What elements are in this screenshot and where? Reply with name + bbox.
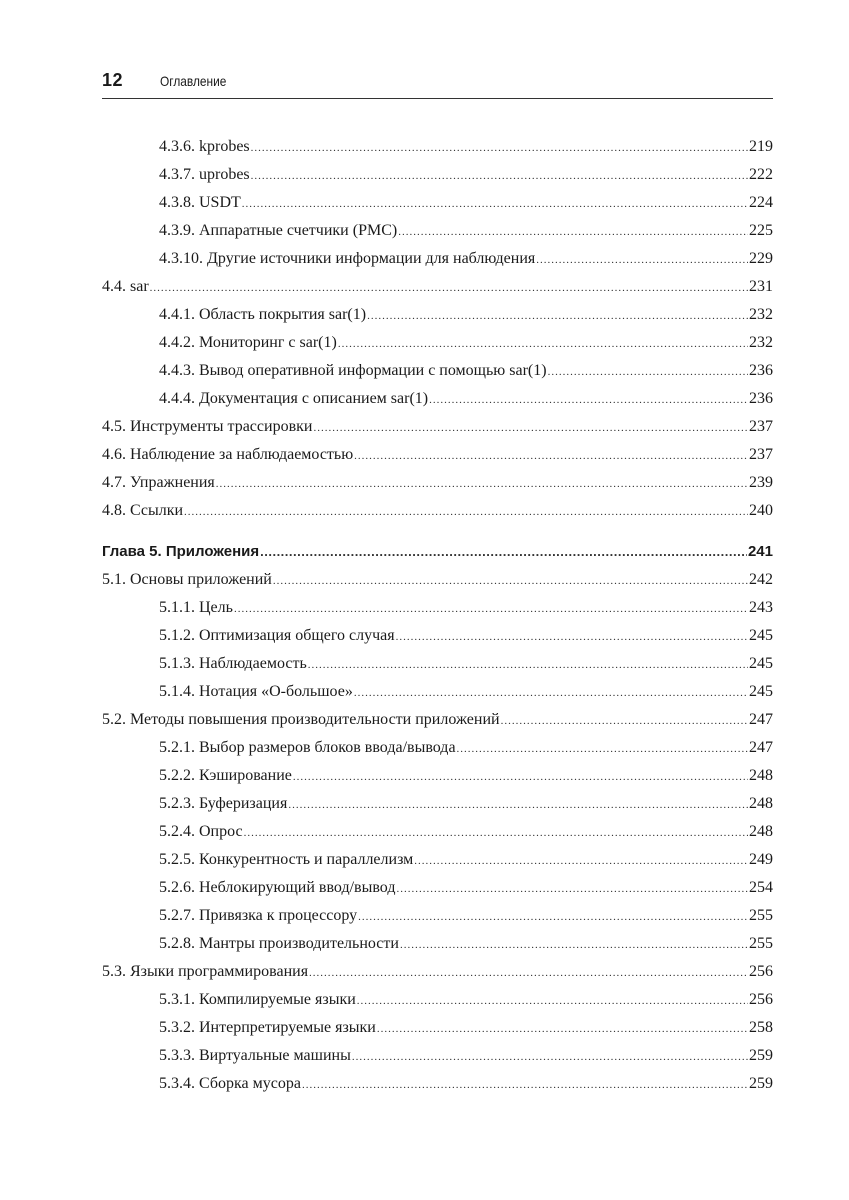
toc-entry[interactable]	[102, 217, 773, 245]
toc-entry-title: 5.1.1. Цель	[159, 599, 233, 616]
toc-entry-page: 224	[749, 194, 773, 211]
toc-entry-title: 5.3.4. Сборка мусора	[159, 1075, 301, 1092]
toc-entry-title: 4.3.9. Аппаратные счетчики (PMC)	[159, 222, 398, 239]
toc-leader-dots	[501, 707, 748, 735]
toc-leader-dots	[309, 959, 748, 987]
toc-entry[interactable]	[102, 329, 773, 357]
toc-entry[interactable]	[102, 958, 773, 986]
toc-entry-page: 256	[749, 991, 773, 1008]
toc-entry[interactable]	[102, 566, 773, 594]
toc-entry[interactable]	[102, 385, 773, 413]
toc-entry-title: 5.2.6. Неблокирующий ввод/вывод	[159, 879, 396, 896]
toc-entry-page: 237	[749, 418, 773, 435]
toc-leader-dots	[184, 498, 748, 526]
toc-leader-dots	[398, 218, 748, 246]
toc-leader-dots	[251, 134, 748, 162]
toc-entry-title: 5.3.1. Компилируемые языки	[159, 991, 356, 1008]
toc-leader-dots	[396, 623, 748, 651]
toc-entry-title: 4.3.8. USDT	[159, 194, 241, 211]
toc-entry[interactable]	[102, 301, 773, 329]
toc-entry[interactable]	[102, 734, 773, 762]
toc-entry-page: 229	[749, 250, 773, 267]
toc-entry-page: 245	[749, 627, 773, 644]
toc-leader-dots	[288, 791, 748, 819]
toc-leader-dots	[313, 414, 748, 442]
toc-entry-page: 236	[749, 362, 773, 379]
toc-entry[interactable]	[102, 594, 773, 622]
toc-entry-page: 259	[749, 1047, 773, 1064]
toc-entry-page: 256	[749, 963, 773, 980]
toc-leader-dots	[216, 470, 748, 498]
toc-entry-title: Глава 5. Приложения	[102, 543, 260, 560]
toc-entry[interactable]	[102, 874, 773, 902]
toc-leader-dots	[234, 595, 748, 623]
toc-entry-title: 5.1.4. Нотация «О-большое»	[159, 683, 353, 700]
toc-entry[interactable]	[102, 1042, 773, 1070]
running-title: Оглавление	[160, 73, 227, 89]
toc-leader-dots	[457, 735, 748, 763]
toc-entry-title: 5.2.8. Мантры производительности	[159, 935, 399, 952]
toc-entry-page: 247	[749, 711, 773, 728]
toc-leader-dots	[273, 567, 748, 595]
toc-entry[interactable]	[102, 413, 773, 441]
toc-entry-page: 236	[749, 390, 773, 407]
toc-entry[interactable]	[102, 1070, 773, 1098]
toc-entry-page: 248	[749, 795, 773, 812]
toc-entry[interactable]	[102, 441, 773, 469]
table-of-contents	[102, 133, 773, 1098]
toc-entry[interactable]	[102, 762, 773, 790]
toc-leader-dots	[377, 1015, 748, 1043]
toc-entry-title: 5.2.1. Выбор размеров блоков ввода/вывода	[159, 739, 456, 756]
toc-entry-title: 4.3.10. Другие источники информации для наблюдения	[159, 250, 536, 267]
toc-entry-page: 255	[749, 935, 773, 952]
toc-entry-title: 4.7. Упражнения	[102, 474, 215, 491]
toc-entry[interactable]	[102, 930, 773, 958]
toc-entry-title: 4.3.6. kprobes	[159, 138, 250, 155]
toc-entry[interactable]	[102, 986, 773, 1014]
toc-entry-page: 245	[749, 655, 773, 672]
toc-entry-title: 4.8. Ссылки	[102, 502, 184, 519]
toc-leader-dots	[242, 190, 748, 218]
toc-entry-title: 5.3.3. Виртуальные машины	[159, 1047, 351, 1064]
toc-leader-dots	[354, 442, 748, 470]
toc-leader-dots	[367, 302, 748, 330]
toc-entry-title: 4.4.3. Вывод оперативной информации с помощью sar(1)	[159, 362, 547, 379]
toc-entry-title: 5.2. Методы повышения производительности приложений	[102, 711, 500, 728]
toc-leader-dots	[548, 358, 748, 386]
toc-leader-dots	[358, 903, 748, 931]
toc-entry[interactable]	[102, 133, 773, 161]
toc-entry-page: 225	[749, 222, 773, 239]
toc-entry-title: 5.2.4. Опрос	[159, 823, 243, 840]
toc-entry-page: 222	[749, 166, 773, 183]
toc-leader-dots	[396, 875, 748, 903]
toc-entry[interactable]	[102, 497, 773, 525]
toc-entry-page: 231	[749, 278, 773, 295]
toc-entry-page: 242	[749, 571, 773, 588]
toc-entry[interactable]	[102, 273, 773, 301]
toc-entry[interactable]	[102, 818, 773, 846]
toc-entry-page: 237	[749, 446, 773, 463]
toc-entry-title: 5.2.7. Привязка к процессору	[159, 907, 358, 924]
toc-entry-page: 239	[749, 474, 773, 491]
toc-entry-title: 5.2.3. Буферизация	[159, 795, 288, 812]
toc-entry[interactable]	[102, 678, 773, 706]
toc-entry-page: 255	[749, 907, 773, 924]
toc-entry-page: 254	[749, 879, 773, 896]
toc-leader-dots	[352, 1043, 748, 1071]
toc-leader-dots	[429, 386, 748, 414]
toc-leader-dots	[338, 330, 748, 358]
toc-leader-dots	[400, 931, 748, 959]
toc-entry-title: 5.2.2. Кэширование	[159, 767, 292, 784]
toc-leader-dots	[251, 162, 748, 190]
page-number: 12	[102, 70, 124, 90]
toc-entry[interactable]	[102, 1014, 773, 1042]
toc-leader-dots	[150, 274, 748, 302]
toc-leader-dots	[536, 246, 748, 274]
toc-entry-title: 4.4. sar	[102, 278, 149, 295]
toc-entry[interactable]	[102, 189, 773, 217]
toc-leader-dots	[244, 819, 748, 847]
toc-leader-dots	[260, 538, 747, 566]
toc-entry-title: 4.6. Наблюдение за наблюдаемостью	[102, 446, 354, 463]
toc-entry-page: 245	[749, 683, 773, 700]
toc-entry-page: 247	[749, 739, 773, 756]
toc-entry[interactable]	[102, 846, 773, 874]
toc-entry-title: 5.3.2. Интерпретируемые языки	[159, 1019, 376, 1036]
toc-entry-page: 219	[749, 138, 773, 155]
toc-leader-dots	[302, 1071, 748, 1099]
page-header	[102, 70, 773, 99]
toc-entry[interactable]	[102, 161, 773, 189]
toc-entry-title: 5.3. Языки программирования	[102, 963, 309, 980]
toc-entry[interactable]	[102, 902, 773, 930]
toc-entry[interactable]	[102, 622, 773, 650]
toc-entry-page: 232	[749, 306, 773, 323]
toc-entry-page: 248	[749, 767, 773, 784]
toc-entry-page: 249	[749, 851, 773, 868]
toc-entry[interactable]	[102, 790, 773, 818]
toc-entry-title: 4.4.4. Документация с описанием sar(1)	[159, 390, 429, 407]
toc-entry[interactable]	[102, 650, 773, 678]
toc-entry[interactable]	[102, 706, 773, 734]
toc-entry-page: 240	[749, 502, 773, 519]
toc-entry[interactable]	[102, 469, 773, 497]
toc-chapter-entry[interactable]	[102, 538, 773, 566]
toc-entry-page: 232	[749, 334, 773, 351]
toc-entry-page: 258	[749, 1019, 773, 1036]
toc-entry-page: 259	[749, 1075, 773, 1092]
toc-leader-dots	[308, 651, 748, 679]
toc-entry-title: 4.4.1. Область покрытия sar(1)	[159, 306, 367, 323]
toc-entry-title: 4.3.7. uprobes	[159, 166, 250, 183]
toc-entry-title: 5.1.2. Оптимизация общего случая	[159, 627, 395, 644]
toc-entry[interactable]	[102, 357, 773, 385]
toc-entry-title: 4.5. Инструменты трассировки	[102, 418, 313, 435]
toc-leader-dots	[357, 987, 748, 1015]
toc-entry-title: 5.1.3. Наблюдаемость	[159, 655, 307, 672]
toc-entry[interactable]	[102, 245, 773, 273]
toc-entry-title: 4.4.2. Мониторинг с sar(1)	[159, 334, 337, 351]
toc-entry-title: 5.1. Основы приложений	[102, 571, 272, 588]
toc-entry-page: 248	[749, 823, 773, 840]
toc-leader-dots	[293, 763, 748, 791]
toc-entry-page: 241	[747, 543, 773, 560]
toc-entry-title: 5.2.5. Конкурентность и параллелизм	[159, 851, 414, 868]
toc-leader-dots	[354, 679, 748, 707]
toc-entry-page: 243	[749, 599, 773, 616]
toc-leader-dots	[414, 847, 748, 875]
